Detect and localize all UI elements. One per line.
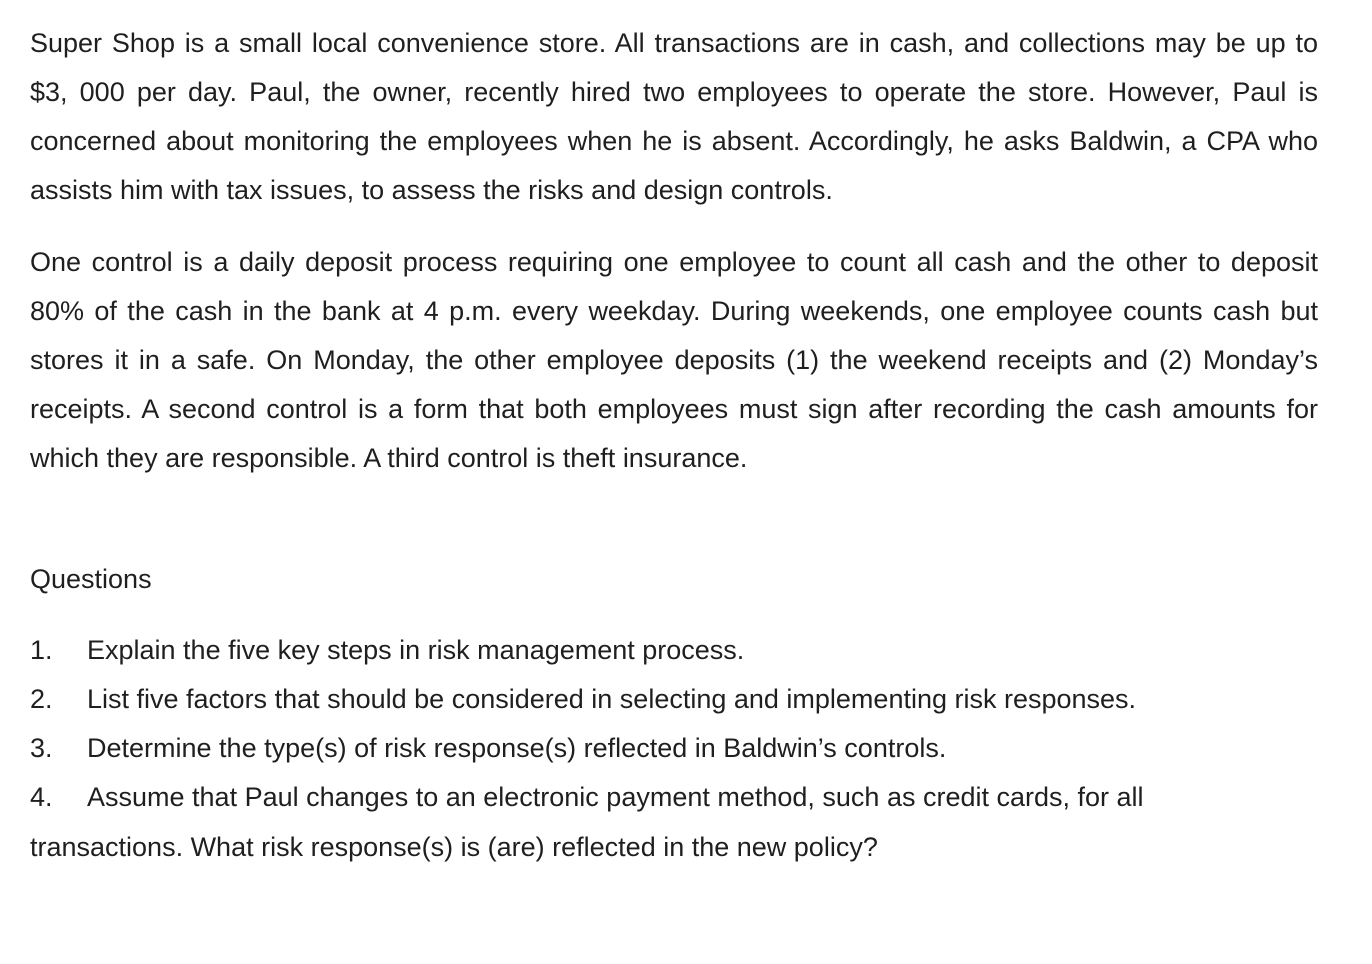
question-item-2 [30,675,1136,724]
question-item-1 [30,626,744,675]
questions-heading: Questions [30,564,152,594]
question-item-3 [30,724,946,773]
question-item-4 [30,773,1144,822]
question-number: 2. [30,684,53,714]
case-paragraph-controls: One control is a daily deposit process requiring one employee to count all cash and the other to deposit 80% of the cash in the bank at 4 p.m. every weekday. During weekends, one employee counts cash but stores it in a safe. On Monday, the other employee deposits (1) the weekend receipts and (2) Monday’s receipts. A second control is a form that both employees must sign after recording the cash amounts for which they are responsible. A third control is theft insurance. [30,247,1318,473]
question-number: 3. [30,733,53,763]
question-text: Determine the type(s) of risk response(s) reflected in Baldwin’s controls. [87,733,947,763]
question-text: List five factors that should be considered in selecting and implementing risk responses. [87,684,1137,714]
question-number: 1. [30,635,53,665]
case-paragraph-intro: Super Shop is a small local convenience store. All transactions are in cash, and collections may be up to $3, 000 per day. Paul, the owner, recently hired two employees to operate the store. However, Paul is concerned about monitoring the employees when he is absent. Accordingly, he asks Baldwin, a CPA who assists him with tax issues, to assess the risks and design controls. [30,28,1318,205]
question-number: 4. [30,782,53,812]
question-item-4-continuation: transactions. What risk response(s) is (are) reflected in the new policy? [30,832,878,862]
question-text: Assume that Paul changes to an electronic payment method, such as credit cards, for all [87,782,1144,812]
question-text: Explain the five key steps in risk management process. [87,635,745,665]
